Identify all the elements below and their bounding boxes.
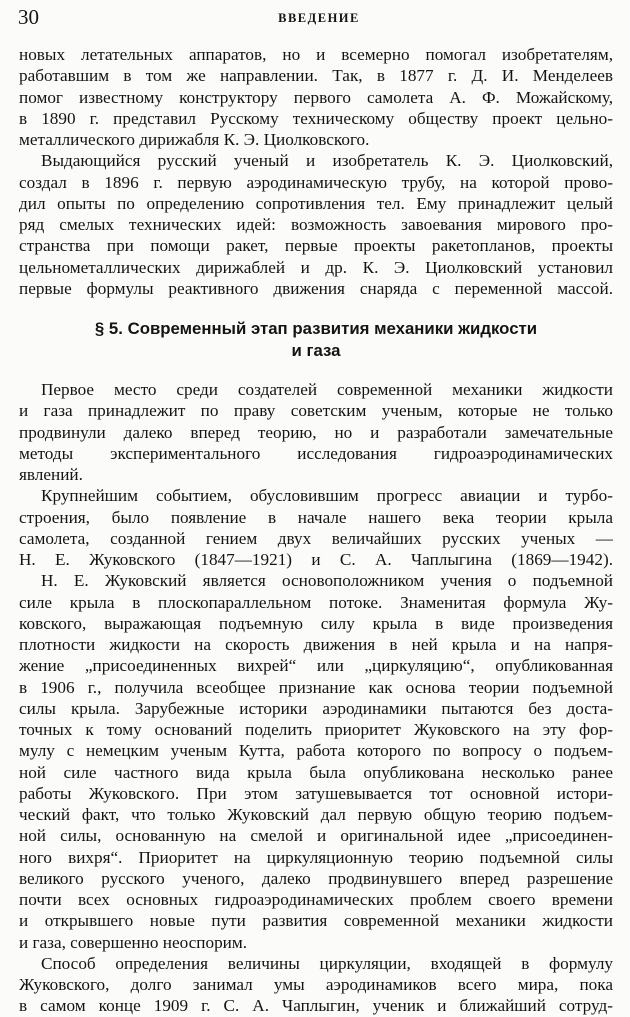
section-heading-line: § 5. Современный этап развития механики жидкости [94,319,538,338]
paragraph [19,44,613,150]
text-line: новых летательных аппаратов, но и всемерно помогал изобретателям, [19,45,613,64]
text-line: Н. Е. Жуковский является основоположником учения о подъемной [41,571,613,591]
text-line: в самом конце 1909 г. С. А. Чаплыгин, ученик и ближайший сотруд- [19,996,613,1016]
text-line: и открывшего новые пути развития современной механики жидкости [19,911,613,931]
text-line: первые формулы реактивного движения снаряда с переменной массой. [19,278,613,298]
paragraph [19,953,613,1017]
text-line: методы экспериментального исследования гидроаэродинамических [19,443,613,463]
paragraph [19,150,613,299]
text-line: создал в 1896 г. первую аэродинамическую трубу, на которой прово- [19,172,613,192]
text-line: точных к тому оснований поделить приоритет Жуковского на эту фор- [19,720,613,739]
section-heading [19,318,613,361]
text-line: Н. Е. Жуковского (1847—1921) и С. А. Чаплыгина (1869—1942). [19,550,613,569]
text-line: работавшим в том же направлении. Так, в 1877 г. Д. И. Менделеев [19,66,613,86]
text-line: ной силе частного вида крыла была опубликована несколько ранее [19,762,613,782]
text-line: ческий факт, что только Жуковский дал первую общую теорию подъем- [19,805,613,824]
text-line: Выдающийся русский ученый и изобретатель К. Э. Циолковский, [41,151,613,171]
text-line: силе крыла в плоскопараллельном потоке. Знаменитая формула Жу- [19,592,613,612]
text-line: силы крыла. Зарубежные историки аэродинамики пытаются без доста- [19,698,613,718]
text-line: помог известному конструктору первого самолета А. Ф. Можайскому, [19,87,613,107]
text-line: ряд смелых технических идей: возможность завоевания мирового про- [19,215,613,234]
text-line: и газа принадлежит по праву советским ученым, которые не только [19,401,613,421]
text-line: ного вихря“. Приоритет на циркуляционную теорию подъемной силы [19,847,613,867]
text-line: продвинули далеко вперед теорию, но и разработали замечательные [19,422,613,442]
text-line: жение „присоединенных вихрей“ или „циркуляцию“, опубликованная [19,656,613,676]
paragraph [19,379,613,485]
text-line: странства при помощи ракет, первые проекты ракетопланов, проекты [19,236,613,256]
text-line: Жуковского, долго занимал умы аэродинамиков всего мира, пока [19,975,613,994]
text-line: почти всех основных гидроаэродинамических проблем своего времени [19,890,613,909]
text-line: и газа, совершенно неоспорим. [19,932,248,952]
text-line: явлений. [19,465,83,484]
page-header [18,4,620,30]
text-line: плотности жидкости на скорость движения в ней крыла и на напря- [19,635,613,654]
text-line: самолета, созданной гением двух величайших русских ученых — [19,528,613,548]
text-line: ной силы, основанную на смелой и оригинальной идее „присоединен- [19,826,613,846]
text-line: работы Жуковского. При этом затушевывается тот основной истори- [19,783,613,803]
text-line: строения, было появление в начале нашего века теории крыла [19,507,613,527]
text-line: Способ определения величины циркуляции, входящей в формулу [41,953,613,973]
text-line: Крупнейшим событием, обусловившим прогресс авиации и турбо- [41,486,613,506]
text-line: дил опыты по определению сопротивления тел. Ему принадлежит целый [19,193,613,213]
section-heading-line: и газа [291,340,341,360]
text-line: металлического дирижабля К. Э. Циолковского. [19,130,370,149]
text-line: великого русского ученого, далеко продвинувшего вперед разрешение [19,868,613,888]
running-head: ВВЕДЕНИЕ [278,11,360,25]
text-line: в 1890 г. представил Русскому техническому обществу проект цельно- [19,108,613,128]
text-line: Первое место среди создателей современной механики жидкости [41,380,613,399]
text-line: в 1906 г., получила всеобщее признание как основа теории подъемной [19,677,613,697]
text-line: цельнометаллических дирижаблей и др. К. Э. Циолковский установил [19,257,613,277]
page-body [19,44,613,1017]
text-line: мулу с немецким ученым Кутта, работа которого по вопросу о подъем- [19,741,613,761]
text-line: ковского, выражающая подъемную силу крыла в виде произведения [19,613,613,633]
paragraph [19,570,613,953]
page-number: 30 [18,5,39,29]
paragraph [19,485,613,570]
